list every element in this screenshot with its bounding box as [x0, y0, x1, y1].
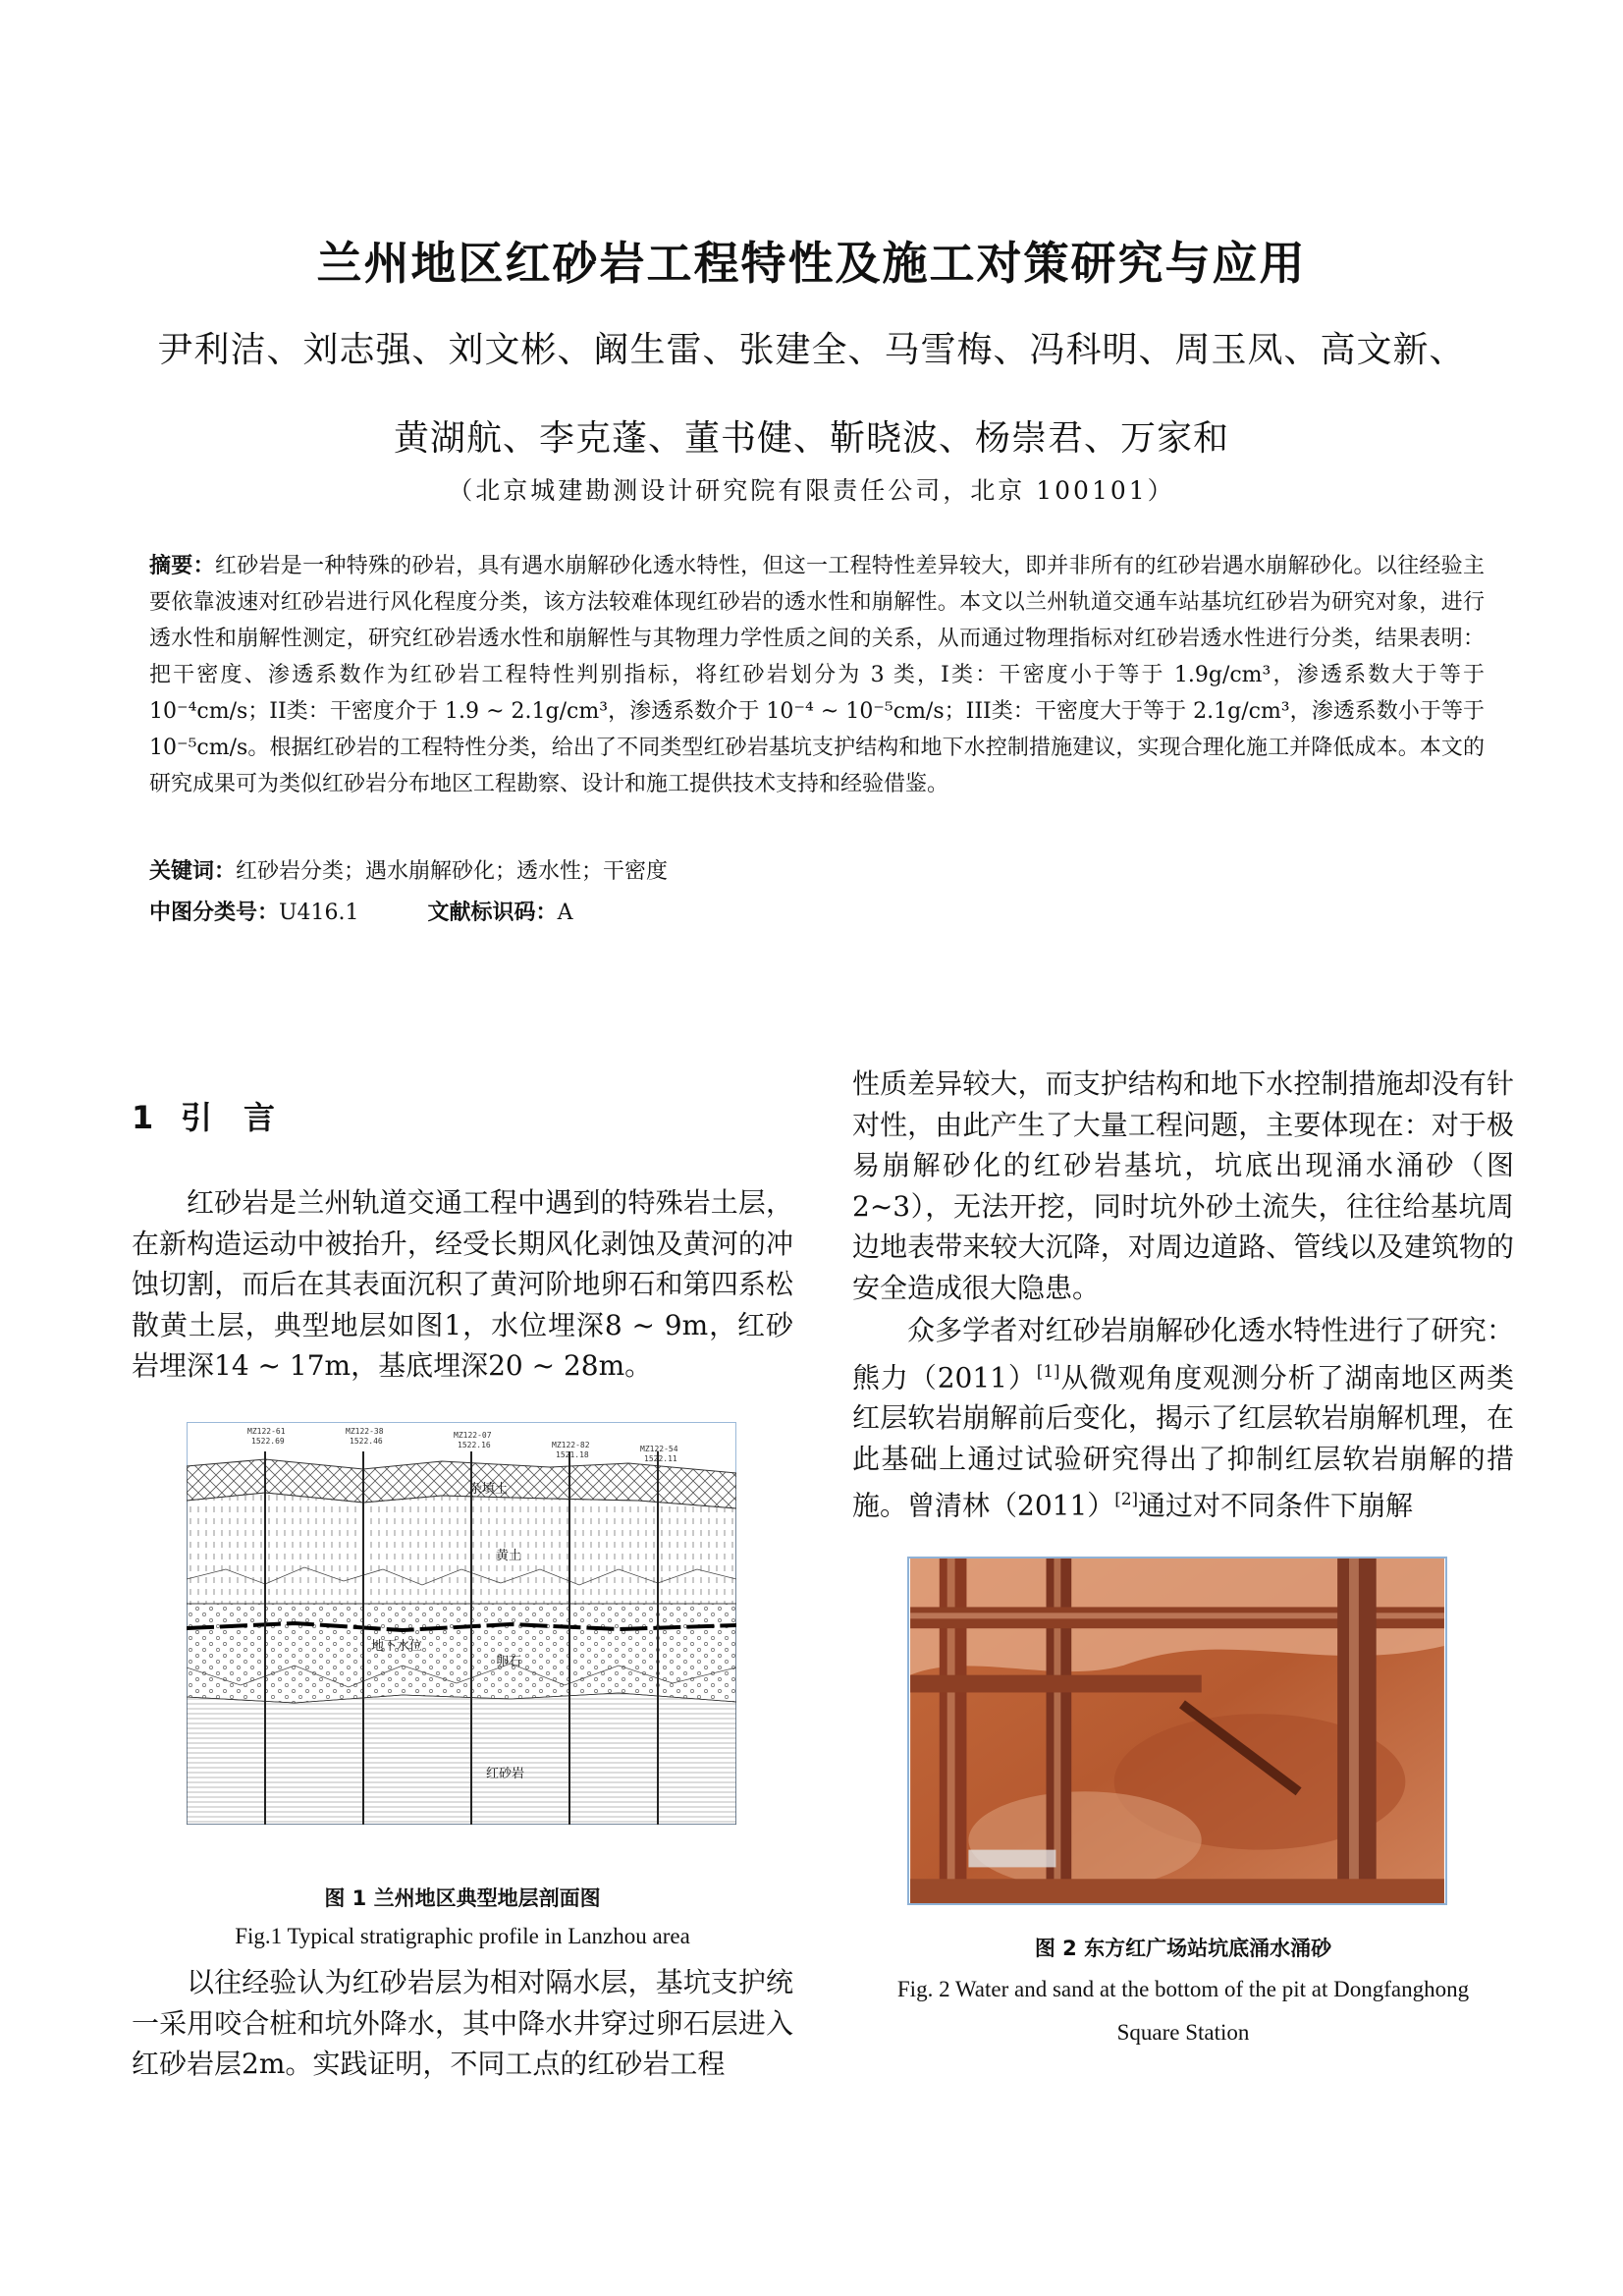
keywords-label: 关键词：: [149, 859, 237, 884]
section1-paragraph-2: 以往经验认为红砂岩层为相对隔水层，基坑支护统一采用咬合桩和坑外降水，其中降水井穿过卵石层进入红砂岩层2m。实践证明，不同工点的红砂岩工程: [132, 1966, 793, 2080]
section1-paragraph-1: 红砂岩是兰州轨道交通工程中遇到的特殊岩土层，在新构造运动中被抬升，经受长期风化剥蚀及黄河的冲蚀切割，而后在其表面沉积了黄河阶地卵石和第四系松散黄土层，典型地层如图1，水位埋深8 ~ 9m，红砂岩埋深14 ~ 17m，基底埋深20 ~ 28m。: [132, 1186, 793, 1382]
figure-1-caption-en: Fig.1 Typical stratigraphic profile in Lanzhou area: [235, 1924, 690, 1948]
layer-label-sandstone: 红砂岩: [486, 1767, 525, 1781]
borehole-id: MZ122-54: [640, 1445, 678, 1453]
keywords: [149, 854, 668, 885]
layer-label-fill: 杂填土: [469, 1482, 509, 1497]
pit-water-sand-photo: [907, 1557, 1447, 1905]
layer-label-water-table: 地下水位: [371, 1639, 423, 1654]
section1-paragraph-2-continued: 性质差异较大，而支护结构和地下水控制措施却没有针对性，由此产生了大量工程问题，主要体现在：对于极易崩解砂化的红砂岩基坑，坑底出现涌水涌砂（图2~3），无法开挖，同时坑外砂土流失，往往给基坑周边地表带来较大沉降，对周边道路、管线以及建筑物的安全造成很大隐患。: [852, 1067, 1514, 1304]
paragraph-3-part-a: 众多学者对红砂岩崩解砂化透水特性进行了研究：熊力（2011）: [852, 1314, 1514, 1394]
abstract-label: 摘要：: [149, 554, 215, 578]
figure-1-caption-cn: 图 1 兰州地区典型地层剖面图: [324, 1886, 601, 1910]
keywords-text: 红砂岩分类；遇水崩解砂化；透水性；干密度: [236, 859, 669, 884]
borehole-id: MZ122-61: [247, 1427, 286, 1436]
section-heading: [132, 1093, 275, 1138]
doc-code-value: A: [557, 901, 573, 925]
doc-code-label: 文献标识码：: [427, 901, 558, 925]
section-title-char-1: 引: [181, 1099, 213, 1136]
borehole-elev: 1522.46: [350, 1437, 383, 1446]
classification-line: [149, 896, 572, 926]
citation-2[interactable]: [2]: [1114, 1489, 1139, 1509]
authors-line-2: 黄湖航、李克蓬、董书健、靳晓波、杨崇君、万家和: [393, 418, 1229, 459]
abstract-text: 红砂岩是一种特殊的砂岩，具有遇水崩解砂化透水特性，但这一工程特性差异较大，即并非所有的红砂岩遇水崩解砂化。以往经验主要依靠波速对红砂岩进行风化程度分类，该方法较难体现红砂岩的透水性和崩解性。本文以兰州轨道交通车站基坑红砂岩为研究对象，进行透水性和崩解性测定，研究红砂岩透水性和崩解性与其物理力学性质之间的关系，从而通过物理指标对红砂岩透水性进行分类，结果表明：把干密度、渗透系数作为红砂岩工程特性判别指标，将红砂岩划分为 3 类，I类：干密度小于等于 1.9g/cm³，渗透系数大于等于 10⁻⁴cm/s；II类：干密度介于 1.9 ~ 2.1g/cm³，渗透系数介于 10⁻⁴ ~ 10⁻⁵cm/s；III类：干密度大于等于 2.1g/cm³，渗透系数小于等于 10⁻⁵cm/s。根据红砂岩的工程特性分类，给出了不同类型红砂岩基坑支护结构和地下水控制措施建议，实现合理化施工并降低成本。本文的研究成果可为类似红砂岩分布地区工程勘察、设计和施工提供技术支持和经验借鉴。: [149, 554, 1485, 796]
borehole-elev: 1522.16: [458, 1441, 491, 1449]
clc-value: U416.1: [279, 901, 359, 925]
citation-1[interactable]: [1]: [1036, 1360, 1060, 1381]
borehole-elev: 1521.18: [556, 1450, 589, 1459]
paragraph-3-part-b: 从微观角度观测分析了湖南地区两类红层软岩崩解前后变化，揭示了红层软岩崩解机理，在此基础上通过试验研究得出了抑制红层软岩崩解的措施。曾清林（2011）: [852, 1360, 1514, 1522]
stratigraphic-profile-figure: [187, 1422, 736, 1825]
figure-2-caption-cn: 图 2 东方红广场站坑底涌水涌砂: [1034, 1937, 1332, 1960]
section-title-char-2: 言: [243, 1099, 276, 1136]
figure-2-caption-en-line-1: Fig. 2 Water and sand at the bottom of the pit at Dongfanghong: [896, 1977, 1470, 2001]
section1-paragraph-3: [852, 1310, 1514, 1526]
affiliation: （北京城建勘测设计研究院有限责任公司，北京 100101）: [448, 476, 1175, 505]
borehole-id: MZ122-38: [346, 1427, 384, 1436]
paragraph-3-part-c: 通过对不同条件下崩解: [1138, 1489, 1414, 1522]
layer-label-gravel: 卵石: [496, 1655, 522, 1669]
borehole-id: MZ122-82: [552, 1441, 590, 1449]
borehole-elev: 1522.69: [251, 1437, 285, 1446]
borehole-id: MZ122-07: [454, 1431, 492, 1440]
photo-illustration: [909, 1558, 1445, 1903]
abstract: [149, 548, 1485, 802]
figure-2-caption-en-line-2: Square Station: [1116, 2020, 1250, 2045]
layer-label-loess: 黄土: [496, 1549, 522, 1563]
paper-title: 兰州地区红砂岩工程特性及施工对策研究与应用: [316, 237, 1307, 290]
authors-line-1: 尹利洁、刘志强、刘文彬、阚生雷、张建全、马雪梅、冯科明、周玉凤、高文新、: [157, 330, 1466, 370]
section-number: 1: [132, 1099, 154, 1136]
clc-label: 中图分类号：: [149, 901, 280, 925]
borehole-elev: 1522.11: [644, 1454, 677, 1463]
